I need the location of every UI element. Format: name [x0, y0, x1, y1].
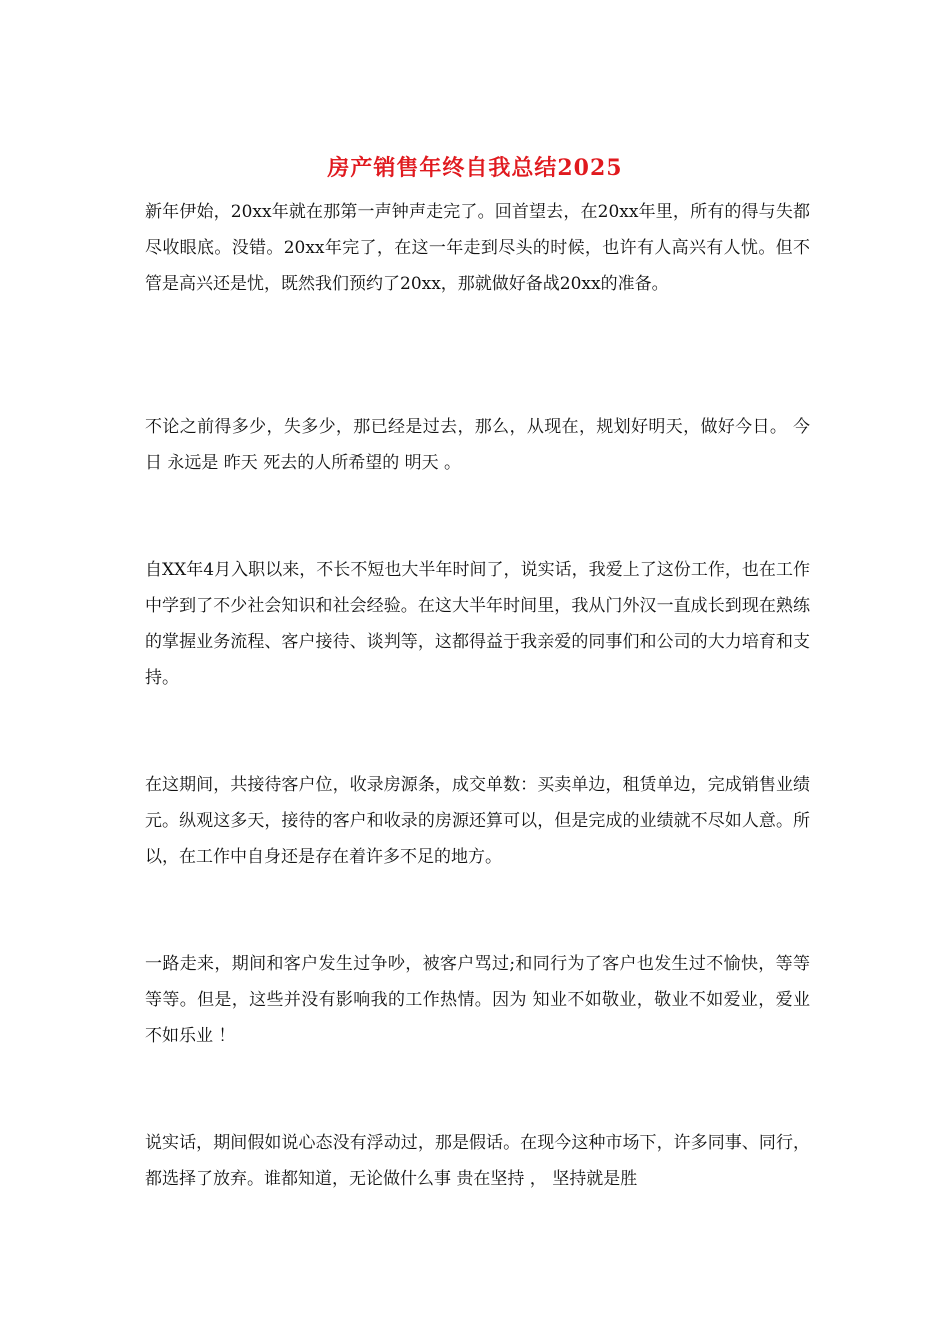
paragraph-1: 新年伊始，20xx年就在那第一声钟声走完了。回首望去，在20xx年里，所有的得与失都尽收眼底。没错。20xx年完了，在这一年走到尽头的时候，也许有人高兴有人忧。但不管是高兴还是忧，既然我们预约了20xx，那就做好备战20xx的准备。	[145, 202, 810, 294]
page-title: 房产销售年终自我总结2025	[327, 155, 623, 181]
paragraph-6: 说实话，期间假如说心态没有浮动过，那是假话。在现今这种市场下，许多同事、同行，都选择了放弃。谁都知道，无论做什么事 贵在坚持 ， 坚持就是胜	[145, 1133, 810, 1189]
paragraph-2: 不论之前得多少，失多少，那已经是过去，那么，从现在，规划好明天，做好今日。 今日 永远是 昨天 死去的人所希望的 明天 。	[145, 417, 810, 473]
paragraph-5: 一路走来，期间和客户发生过争吵，被客户骂过;和同行为了客户也发生过不愉快，等等等等。但是，这些并没有影响我的工作热情。因为 知业不如敬业，敬业不如爱业，爱业不如乐业 ！	[145, 954, 810, 1046]
paragraph-3: 自XX年4月入职以来，不长不短也大半年时间了，说实话，我爱上了这份工作，也在工作中学到了不少社会知识和社会经验。在这大半年时间里，我从门外汉一直成长到现在熟练的掌握业务流程、客户接待、谈判等，这都得益于我亲爱的同事们和公司的大力培育和支持。	[145, 560, 810, 688]
paragraph-4: 在这期间，共接待客户位，收录房源条，成交单数：买卖单边，租赁单边，完成销售业绩元。纵观这多天，接待的客户和收录的房源还算可以，但是完成的业绩就不尽如人意。所以，在工作中自身还是存在着许多不足的地方。	[145, 775, 810, 867]
